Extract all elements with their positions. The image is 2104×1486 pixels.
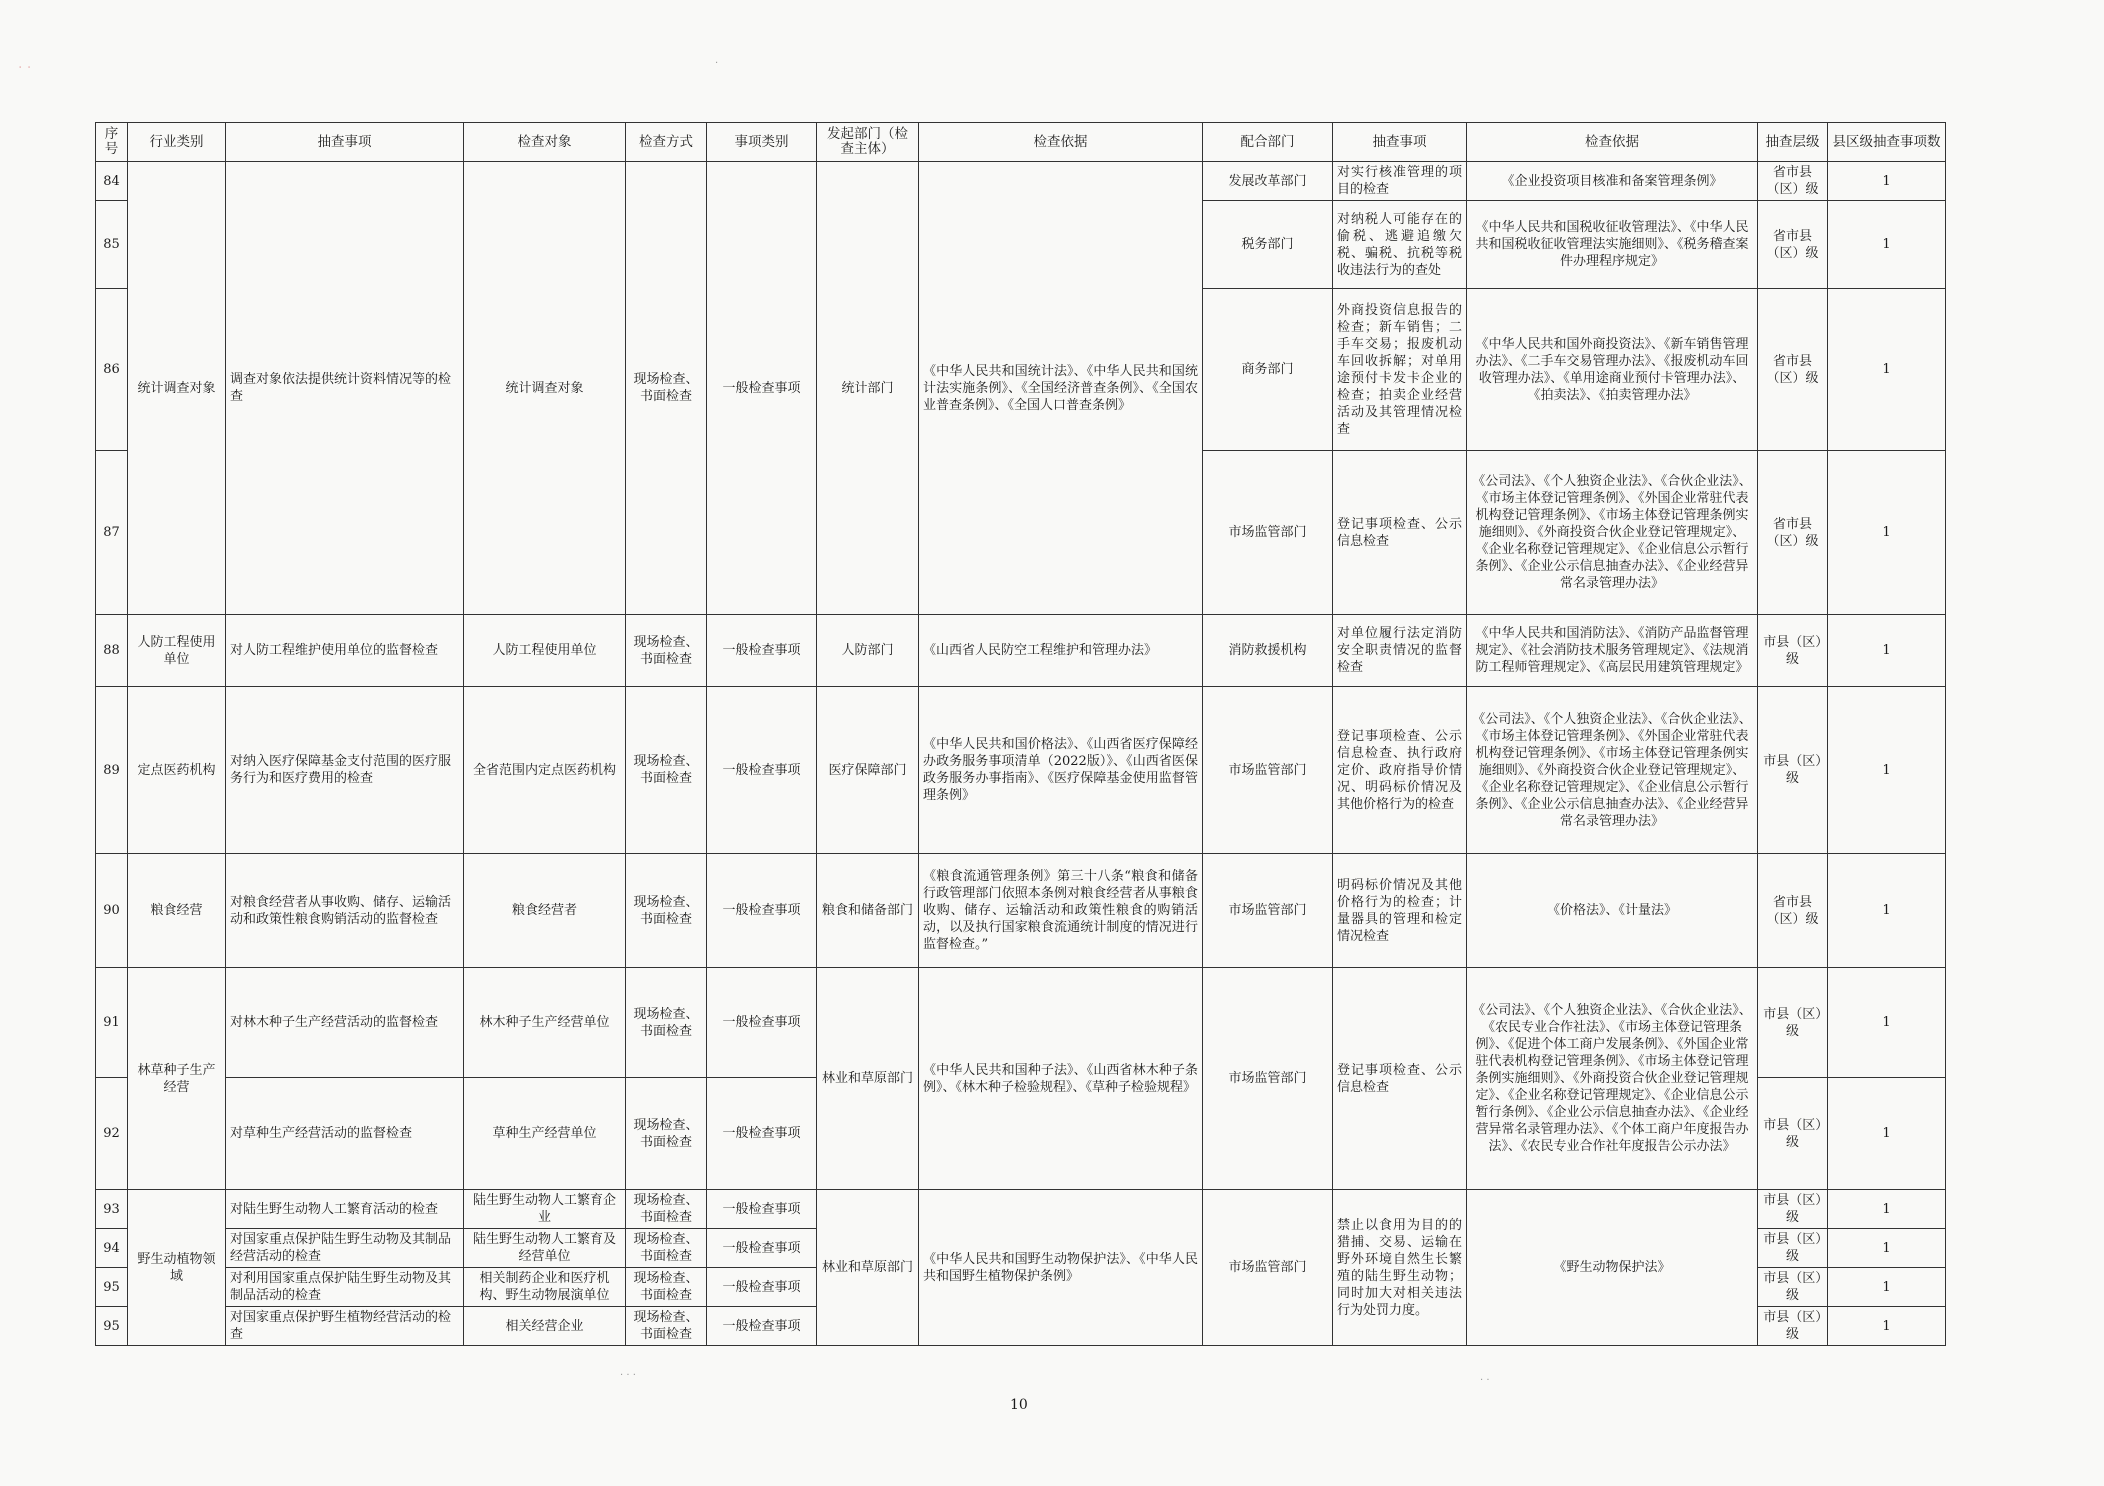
industry-category: 统计调查对象: [128, 162, 226, 615]
joint-check-item: 登记事项检查、公示信息检查: [1333, 451, 1467, 615]
check-basis: 《粮食流通管理条例》第三十八条“粮食和储备行政管理部门依照本条例对粮食经营者从事粮食收购、储存、运输活动和政策性粮食的购销活动，以及执行国家粮食流通统计制度的情况进行监督检查。”: [919, 854, 1203, 968]
county-item-count: 1: [1828, 968, 1946, 1078]
check-item: 对林木种子生产经营活动的监督检查: [226, 968, 464, 1078]
col-header: 配合部门: [1203, 123, 1333, 162]
joint-check-basis: 《公司法》、《个人独资企业法》、《合伙企业法》、《市场主体登记管理条例》、《外国企业常驻代表机构登记管理条例》、《市场主体登记管理条例实施细则》、《外商投资合伙企业登记管理规定》、《企业名称登记管理规定》、《企业信息公示暂行条例》、《企业公示信息抽查办法》、《企业经营异常名录管理办法》: [1467, 687, 1758, 854]
item-type: 一般检查事项: [707, 1190, 817, 1229]
check-method: 现场检查、书面检查: [626, 1190, 707, 1229]
check-object: 粮食经营者: [464, 854, 626, 968]
table-row: [96, 615, 1946, 687]
joint-check-item: 登记事项检查、公示信息检查、执行政府定价、政府指导价情况、明码标价情况及其他价格行为的检查: [1333, 687, 1467, 854]
cooperating-department: 税务部门: [1203, 201, 1333, 289]
check-basis: 《中华人民共和国野生动物保护法》、《中华人民共和国野生植物保护条例》: [919, 1190, 1203, 1346]
check-item: 对粮食经营者从事收购、储存、运输活动和政策性粮食购销活动的监督检查: [226, 854, 464, 968]
col-header: 发起部门（检查主体）: [817, 123, 919, 162]
check-method: 现场检查、书面检查: [626, 854, 707, 968]
check-object: 林木种子生产经营单位: [464, 968, 626, 1078]
initiating-department: 林业和草原部门: [817, 1190, 919, 1346]
joint-check-basis: 《公司法》、《个人独资企业法》、《合伙企业法》、《市场主体登记管理条例》、《外国企业常驻代表机构登记管理条例》、《市场主体登记管理条例实施细则》、《外商投资合伙企业登记管理规定》、《企业名称登记管理规定》、《企业信息公示暂行条例》、《企业公示信息抽查办法》、《企业经营异常名录管理办法》: [1467, 451, 1758, 615]
row-number: 95: [96, 1268, 128, 1307]
initiating-department: 医疗保障部门: [817, 687, 919, 854]
cooperating-department: 市场监管部门: [1203, 854, 1333, 968]
check-level: 省市县（区）级: [1758, 289, 1828, 451]
row-number: 86: [96, 289, 128, 451]
check-object: 草种生产经营单位: [464, 1078, 626, 1190]
table-header-row: [96, 123, 1946, 162]
check-basis: 《中华人民共和国统计法》、《中华人民共和国统计法实施条例》、《全国经济普查条例》、《全国农业普查条例》、《全国人口普查条例》: [919, 162, 1203, 615]
check-item: 对国家重点保护陆生野生动物及其制品经营活动的检查: [226, 1229, 464, 1268]
row-number: 89: [96, 687, 128, 854]
county-item-count: 1: [1828, 854, 1946, 968]
row-number: 90: [96, 854, 128, 968]
check-level: 市县（区）级: [1758, 968, 1828, 1078]
item-type: 一般检查事项: [707, 162, 817, 615]
check-level: 市县（区）级: [1758, 1190, 1828, 1229]
col-header: 序号: [96, 123, 128, 162]
item-type: 一般检查事项: [707, 968, 817, 1078]
check-method: 现场检查、书面检查: [626, 1307, 707, 1346]
check-method: 现场检查、书面检查: [626, 1229, 707, 1268]
initiating-department: 林业和草原部门: [817, 968, 919, 1190]
row-number: 88: [96, 615, 128, 687]
joint-check-item: 外商投资信息报告的检查；新车销售；二手车交易；报废机动车回收拆解；对单用途预付卡发卡企业的检查；拍卖企业经营活动及其管理情况检查: [1333, 289, 1467, 451]
table-row: [96, 854, 1946, 968]
check-object: 陆生野生动物人工繁育企业: [464, 1190, 626, 1229]
row-number: 87: [96, 451, 128, 615]
cooperating-department: 消防救援机构: [1203, 615, 1333, 687]
check-level: 省市县（区）级: [1758, 162, 1828, 201]
item-type: 一般检查事项: [707, 854, 817, 968]
county-item-count: 1: [1828, 1229, 1946, 1268]
initiating-department: 统计部门: [817, 162, 919, 615]
initiating-department: 粮食和储备部门: [817, 854, 919, 968]
check-method: 现场检查、书面检查: [626, 1078, 707, 1190]
industry-category: 野生动植物领域: [128, 1190, 226, 1346]
check-object: 全省范围内定点医药机构: [464, 687, 626, 854]
scan-speck: · ·: [1480, 1375, 1490, 1386]
row-number: 95: [96, 1307, 128, 1346]
joint-check-item: 对单位履行法定消防安全职责情况的监督检查: [1333, 615, 1467, 687]
scan-mark: · ·: [18, 60, 32, 76]
check-level: 市县（区）级: [1758, 687, 1828, 854]
check-method: 现场检查、书面检查: [626, 687, 707, 854]
scan-speck: · · ·: [620, 1370, 636, 1381]
check-level: 市县（区）级: [1758, 1078, 1828, 1190]
joint-check-item: 禁止以食用为目的的猎捕、交易、运输在野外环境自然生长繁殖的陆生野生动物；同时加大对相关违法行为处罚力度。: [1333, 1190, 1467, 1346]
col-header: 检查对象: [464, 123, 626, 162]
initiating-department: 人防部门: [817, 615, 919, 687]
check-method: 现场检查、书面检查: [626, 1268, 707, 1307]
page-number: 10: [1010, 1397, 1028, 1413]
county-item-count: 1: [1828, 1268, 1946, 1307]
row-number: 85: [96, 201, 128, 289]
scan-speck: ·: [715, 58, 719, 69]
table-row: [96, 1190, 1946, 1229]
check-level: 市县（区）级: [1758, 1268, 1828, 1307]
table-row: [96, 687, 1946, 854]
check-method: 现场检查、书面检查: [626, 162, 707, 615]
row-number: 93: [96, 1190, 128, 1229]
inspection-table: [95, 122, 1946, 1346]
col-header: 检查方式: [626, 123, 707, 162]
county-item-count: 1: [1828, 1307, 1946, 1346]
item-type: 一般检查事项: [707, 1229, 817, 1268]
joint-check-item: 对实行核准管理的项目的检查: [1333, 162, 1467, 201]
joint-check-basis: 《公司法》、《个人独资企业法》、《合伙企业法》、《农民专业合作社法》、《市场主体登记管理条例》、《促进个体工商户发展条例》、《外国企业常驻代表机构登记管理条例》、《市场主体登记管理条例实施细则》、《外商投资合伙企业登记管理规定》、《企业名称登记管理规定》、《企业信息公示暂行条例》、《企业公示信息抽查办法》、《企业经营异常名录管理办法》、《个体工商户年度报告办法》、《农民专业合作社年度报告公示办法》: [1467, 968, 1758, 1190]
industry-category: 林草种子生产经营: [128, 968, 226, 1190]
row-number: 91: [96, 968, 128, 1078]
check-basis: 《中华人民共和国价格法》、《山西省医疗保障经办政务服务事项清单（2022版）》、《山西省医保政务服务办事指南》、《医疗保障基金使用监督管理条例》: [919, 687, 1203, 854]
county-item-count: 1: [1828, 1078, 1946, 1190]
check-item: 对陆生野生动物人工繁育活动的检查: [226, 1190, 464, 1229]
county-item-count: 1: [1828, 162, 1946, 201]
industry-category: 定点医药机构: [128, 687, 226, 854]
item-type: 一般检查事项: [707, 1268, 817, 1307]
cooperating-department: 市场监管部门: [1203, 968, 1333, 1190]
county-item-count: 1: [1828, 289, 1946, 451]
col-header: 县区级抽查事项数: [1828, 123, 1946, 162]
cooperating-department: 市场监管部门: [1203, 1190, 1333, 1346]
check-item: 对草种生产经营活动的监督检查: [226, 1078, 464, 1190]
item-type: 一般检查事项: [707, 615, 817, 687]
check-object: 相关经营企业: [464, 1307, 626, 1346]
check-item: 对人防工程维护使用单位的监督检查: [226, 615, 464, 687]
joint-check-basis: 《企业投资项目核准和备案管理条例》: [1467, 162, 1758, 201]
county-item-count: 1: [1828, 451, 1946, 615]
row-number: 92: [96, 1078, 128, 1190]
row-number: 84: [96, 162, 128, 201]
joint-check-basis: 《中华人民共和国外商投资法》、《新车销售管理办法》、《二手车交易管理办法》、《报废机动车回收管理办法》、《单用途商业预付卡管理办法》、《拍卖法》、《拍卖管理办法》: [1467, 289, 1758, 451]
row-number: 94: [96, 1229, 128, 1268]
check-level: 省市县（区）级: [1758, 451, 1828, 615]
county-item-count: 1: [1828, 1190, 1946, 1229]
check-basis: 《中华人民共和国种子法》、《山西省林木种子条例》、《林木种子检验规程》、《草种子检验规程》: [919, 968, 1203, 1190]
check-item: 对纳入医疗保障基金支付范围的医疗服务行为和医疗费用的检查: [226, 687, 464, 854]
item-type: 一般检查事项: [707, 1078, 817, 1190]
col-header: 抽查事项: [226, 123, 464, 162]
check-level: 省市县（区）级: [1758, 201, 1828, 289]
check-item: 调查对象依法提供统计资料情况等的检查: [226, 162, 464, 615]
cooperating-department: 市场监管部门: [1203, 451, 1333, 615]
industry-category: 人防工程使用单位: [128, 615, 226, 687]
industry-category: 粮食经营: [128, 854, 226, 968]
check-basis: 《山西省人民防空工程维护和管理办法》: [919, 615, 1203, 687]
check-method: 现场检查、书面检查: [626, 968, 707, 1078]
joint-check-item: 明码标价情况及其他价格行为的检查；计量器具的管理和检定情况检查: [1333, 854, 1467, 968]
joint-check-item: 对纳税人可能存在的偷税、逃避追缴欠税、骗税、抗税等税收违法行为的查处: [1333, 201, 1467, 289]
county-item-count: 1: [1828, 615, 1946, 687]
cooperating-department: 发展改革部门: [1203, 162, 1333, 201]
item-type: 一般检查事项: [707, 1307, 817, 1346]
check-object: 统计调查对象: [464, 162, 626, 615]
check-object: 陆生野生动物人工繁育及经营单位: [464, 1229, 626, 1268]
check-object: 相关制药企业和医疗机构、野生动物展演单位: [464, 1268, 626, 1307]
check-item: 对利用国家重点保护陆生野生动物及其制品活动的检查: [226, 1268, 464, 1307]
joint-check-item: 登记事项检查、公示信息检查: [1333, 968, 1467, 1190]
table-row: [96, 968, 1946, 1078]
joint-check-basis: 《中华人民共和国消防法》、《消防产品监督管理规定》、《社会消防技术服务管理规定》、《法规消防工程师管理规定》、《高层民用建筑管理规定》: [1467, 615, 1758, 687]
table-row: [96, 162, 1946, 201]
col-header: 检查依据: [919, 123, 1203, 162]
item-type: 一般检查事项: [707, 687, 817, 854]
check-method: 现场检查、书面检查: [626, 615, 707, 687]
col-header: 检查依据: [1467, 123, 1758, 162]
joint-check-basis: 《野生动物保护法》: [1467, 1190, 1758, 1346]
check-level: 市县（区）级: [1758, 615, 1828, 687]
cooperating-department: 商务部门: [1203, 289, 1333, 451]
county-item-count: 1: [1828, 687, 1946, 854]
col-header: 行业类别: [128, 123, 226, 162]
joint-check-basis: 《中华人民共和国税收征收管理法》、《中华人民共和国税收征收管理法实施细则》、《税务稽查案件办理程序规定》: [1467, 201, 1758, 289]
check-level: 市县（区）级: [1758, 1307, 1828, 1346]
check-level: 省市县（区）级: [1758, 854, 1828, 968]
cooperating-department: 市场监管部门: [1203, 687, 1333, 854]
check-object: 人防工程使用单位: [464, 615, 626, 687]
joint-check-basis: 《价格法》、《计量法》: [1467, 854, 1758, 968]
check-item: 对国家重点保护野生植物经营活动的检查: [226, 1307, 464, 1346]
county-item-count: 1: [1828, 201, 1946, 289]
check-level: 市县（区）级: [1758, 1229, 1828, 1268]
col-header: 事项类别: [707, 123, 817, 162]
col-header: 抽查层级: [1758, 123, 1828, 162]
col-header: 抽查事项: [1333, 123, 1467, 162]
